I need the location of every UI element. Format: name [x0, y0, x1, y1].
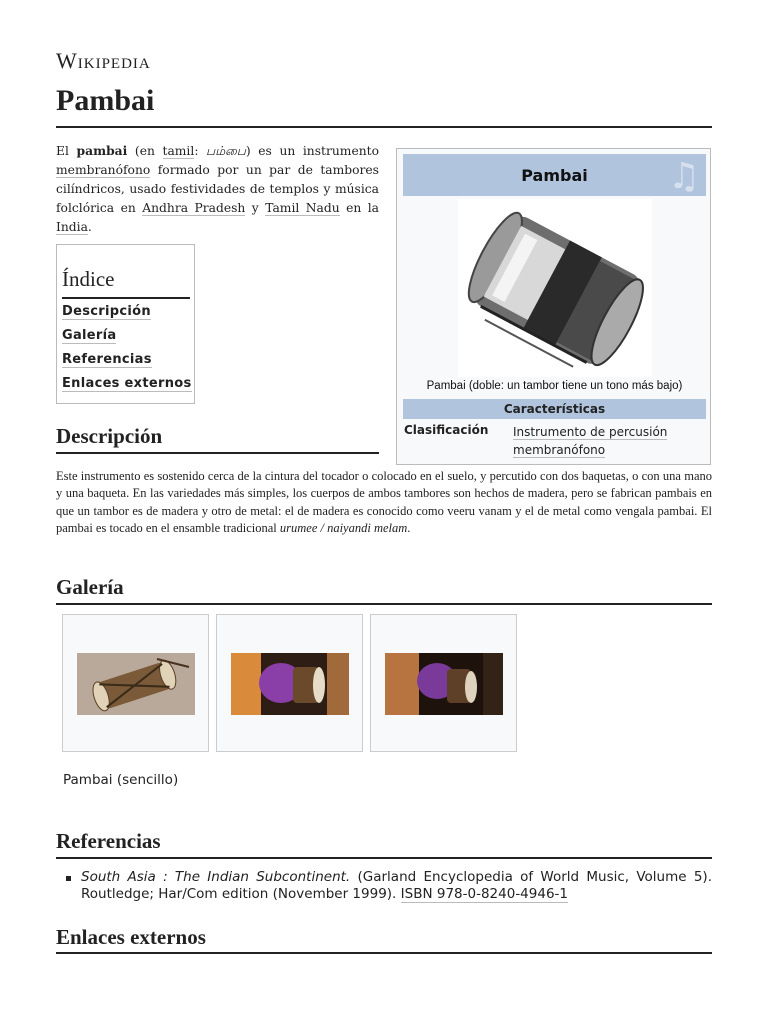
- toc-link[interactable]: Referencias: [62, 352, 152, 367]
- tamil-script: பம்பை: [206, 144, 246, 158]
- gallery-image-single-drum[interactable]: [77, 653, 195, 715]
- heading-divider: [56, 952, 712, 954]
- toc-item-descripcion[interactable]: [62, 304, 192, 328]
- intro-text: .: [87, 220, 92, 234]
- toc-item-referencias[interactable]: [62, 352, 192, 376]
- page-title: Pambai: [56, 84, 155, 117]
- intro-text: :: [194, 144, 207, 158]
- description-paragraph: [56, 468, 712, 537]
- gallery-caption: Pambai (sencillo): [63, 772, 179, 788]
- intro-text: (en: [127, 144, 163, 158]
- link-tamil[interactable]: tamil: [162, 144, 195, 158]
- intro-text: y: [245, 201, 266, 215]
- link-india[interactable]: India: [56, 220, 88, 234]
- toc-list: [62, 304, 192, 400]
- heading-divider: [56, 452, 379, 454]
- reference-item: [81, 869, 712, 903]
- infobox-value-clasificacion: [513, 423, 703, 459]
- infobox-title: Pambai: [521, 165, 588, 185]
- link-membranofono[interactable]: membranófono: [56, 163, 151, 177]
- toc-title: Índice: [62, 267, 115, 291]
- description-text: Este instrumento es sostenido cerca de la cintura del tocador o colocado en el suelo, y percutido con dos baquetas, o con una mano y una baqueta. En las variedades más simples, los cuerpos de ambos tambores son hechos de madera, pero se fabrican pambais en que un tambor es de madera y otro de metal: el de madera es conocido como veeru vanam y el de metal como vengala pambai. El pambai es tocado en el ensamble tradicional: [56, 469, 712, 535]
- heading-divider: [56, 857, 712, 859]
- reference-text: (Garland Encyclopedia of World Music, Volume 5). Routledge; Har/Com edition (November 1999).: [81, 869, 712, 902]
- table-of-contents: [56, 244, 195, 404]
- toc-link[interactable]: Descripción: [62, 304, 151, 319]
- gallery-image-drum-player[interactable]: [231, 653, 349, 715]
- intro-text: ) es un instrumento: [245, 144, 379, 158]
- title-divider: [56, 126, 712, 128]
- heading-referencias: Referencias: [56, 829, 161, 853]
- intro-text: formado por un par de tambores cilíndricos, usado festividades de templos y música folclórica en: [56, 163, 379, 215]
- wikipedia-logo[interactable]: Wikipedia: [56, 48, 151, 73]
- toc-link[interactable]: Galería: [62, 328, 117, 343]
- gallery-item[interactable]: [62, 614, 209, 752]
- infobox-label-clasificacion: Clasificación: [404, 423, 489, 437]
- link-andhra-pradesh[interactable]: Andhra Pradesh: [142, 201, 246, 215]
- bullet-icon: [66, 876, 71, 881]
- toc-item-galeria[interactable]: [62, 328, 192, 352]
- toc-link[interactable]: Enlaces externos: [62, 376, 192, 391]
- heading-galeria: Galería: [56, 575, 124, 599]
- reference-title: South Asia : The Indian Subcontinent.: [81, 869, 351, 885]
- gallery-item[interactable]: [370, 614, 517, 752]
- infobox-drum-image[interactable]: [458, 199, 652, 377]
- music-note-icon: ♫: [667, 156, 700, 197]
- heading-descripcion: Descripción: [56, 424, 163, 448]
- infobox: [396, 148, 711, 465]
- intro-bold-term: pambai: [76, 143, 128, 158]
- link-clasificacion[interactable]: Instrumento de percusión membranófono: [513, 425, 668, 457]
- link-tamil-nadu[interactable]: Tamil Nadu: [265, 201, 340, 215]
- infobox-header: [403, 154, 706, 196]
- toc-item-enlaces[interactable]: [62, 376, 192, 400]
- infobox-image-caption: Pambai (doble: un tambor tiene un tono más bajo): [426, 380, 683, 392]
- intro-text: El: [56, 144, 77, 158]
- description-italic: urumee / naiyandi melam: [279, 520, 408, 535]
- isbn-link[interactable]: ISBN 978-0-8240-4946-1: [400, 886, 569, 902]
- intro-text: en la: [339, 201, 379, 215]
- gallery-item[interactable]: [216, 614, 363, 752]
- gallery-image-drum-player-2[interactable]: [385, 653, 503, 715]
- description-text: .: [407, 520, 411, 535]
- toc-divider: [62, 297, 190, 299]
- intro-paragraph: [56, 141, 379, 237]
- infobox-section-header: Características: [403, 399, 706, 419]
- heading-divider: [56, 603, 712, 605]
- heading-enlaces-externos: Enlaces externos: [56, 925, 206, 949]
